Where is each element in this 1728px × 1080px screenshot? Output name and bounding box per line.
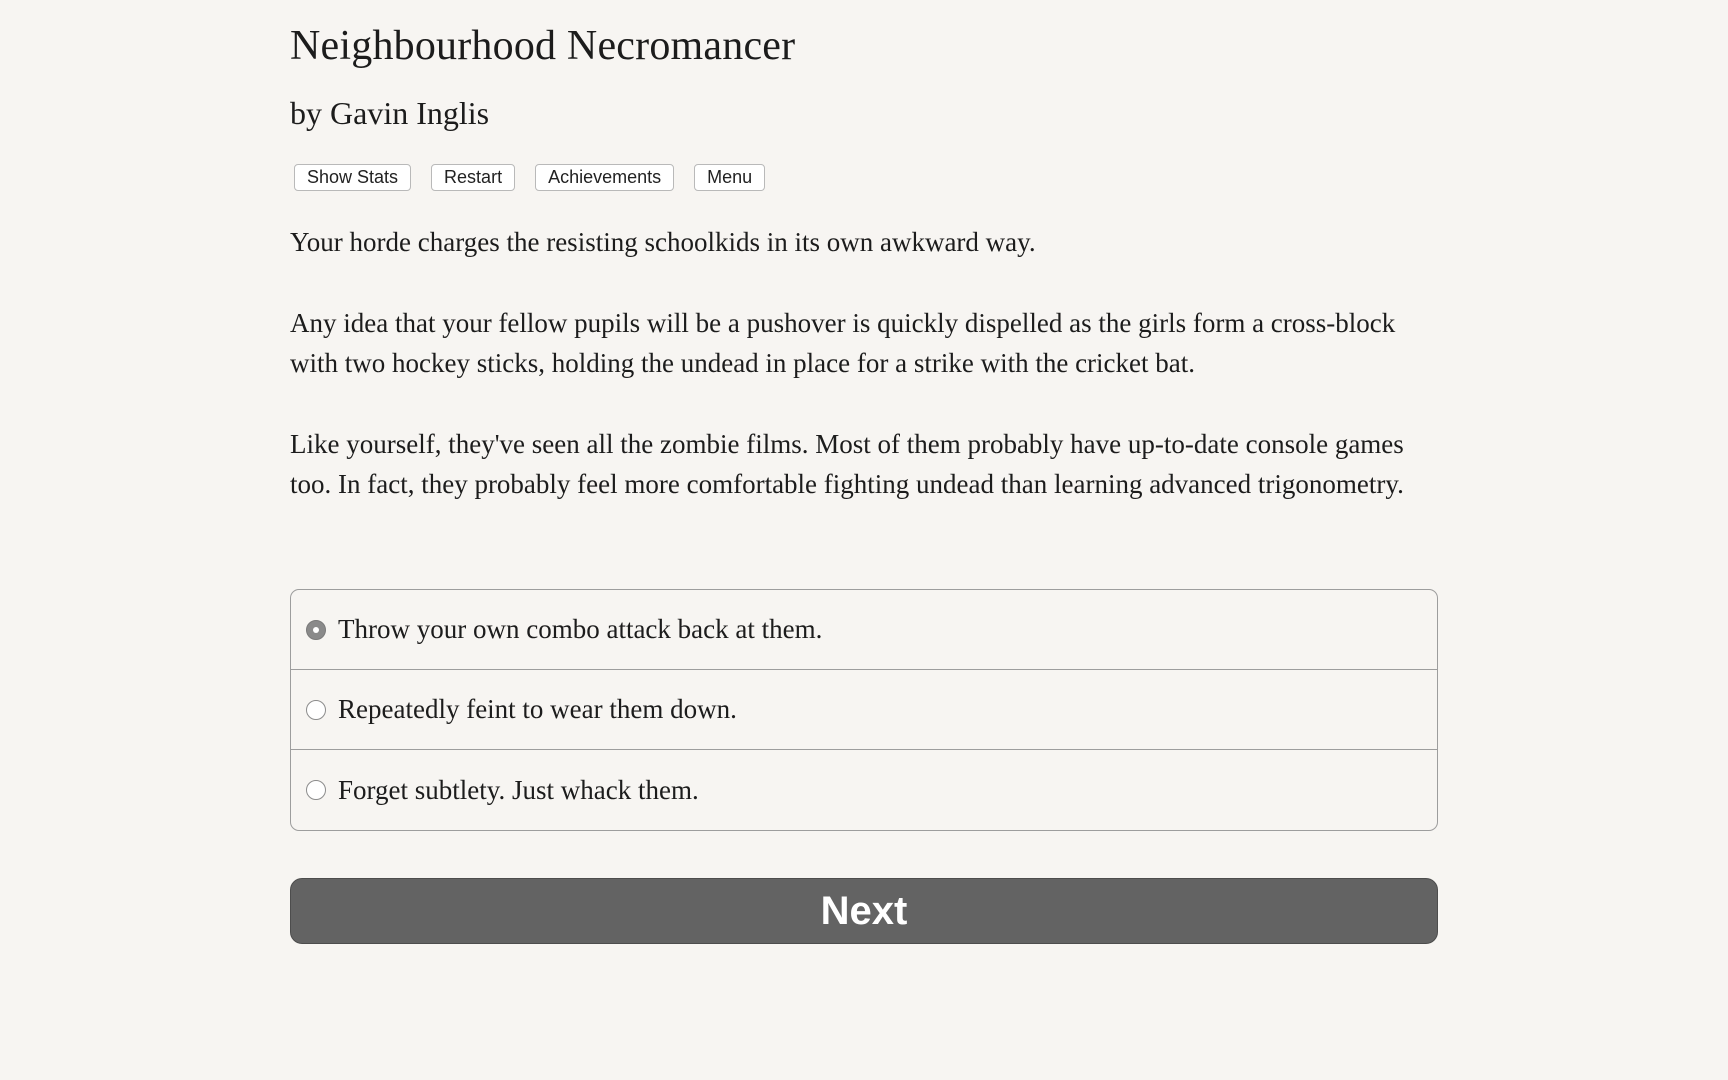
radio-selected-icon[interactable]	[306, 620, 326, 640]
author-byline: by Gavin Inglis	[290, 95, 490, 131]
toolbar	[294, 164, 765, 191]
choice-label: Repeatedly feint to wear them down.	[338, 694, 737, 724]
show-stats-button[interactable]: Show Stats	[294, 164, 411, 191]
achievements-button[interactable]: Achievements	[535, 164, 674, 191]
story-text	[290, 222, 1438, 545]
next-button[interactable]: Next	[290, 878, 1438, 944]
radio-unselected-icon[interactable]	[306, 780, 326, 800]
game-title: Neighbourhood Necromancer	[290, 23, 796, 69]
choice-option-3[interactable]	[291, 750, 1437, 830]
choice-label: Forget subtlety. Just whack them.	[338, 774, 699, 805]
story-paragraph: Your horde charges the resisting schoolkids in its own awkward way.	[290, 227, 1036, 257]
story-paragraph: Any idea that your fellow pupils will be a pushover is quickly dispelled as the girls form a cross-block with two hockey sticks, holding the undead in place for a strike with the cricket bat.	[290, 308, 1396, 378]
restart-button[interactable]: Restart	[431, 164, 515, 191]
choice-option-2[interactable]	[291, 670, 1437, 750]
choice-list	[290, 589, 1438, 831]
radio-unselected-icon[interactable]	[306, 700, 326, 720]
choice-label: Throw your own combo attack back at them.	[338, 614, 823, 644]
menu-button[interactable]: Menu	[694, 164, 765, 191]
story-paragraph: Like yourself, they've seen all the zombie films. Most of them probably have up-to-date console games too. In fact, they probably feel more comfortable fighting undead than learning advanced trigonometry.	[290, 429, 1404, 499]
choice-option-1[interactable]	[291, 590, 1437, 670]
